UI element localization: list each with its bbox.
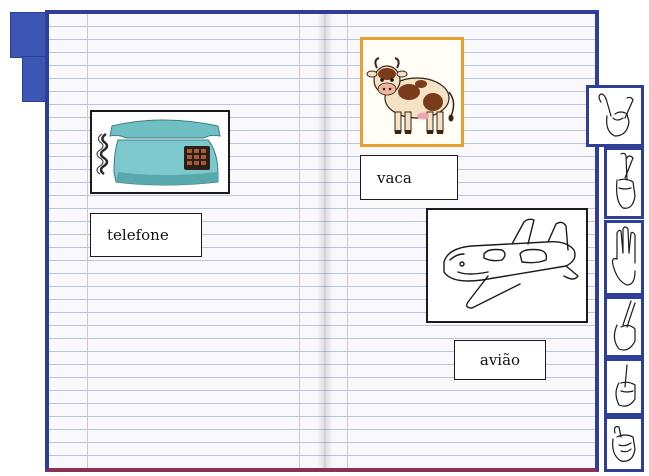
telephone-picture	[92, 112, 228, 192]
telephone-picture-card[interactable]	[90, 110, 230, 194]
cow-picture	[363, 40, 461, 144]
cow-label-card[interactable]	[360, 155, 458, 200]
cow-label: vaca	[377, 168, 412, 187]
airplane-picture	[428, 210, 586, 321]
sign-tab-5[interactable]	[604, 358, 644, 416]
cow-picture-card[interactable]	[360, 37, 464, 147]
telephone-label-card[interactable]	[90, 213, 202, 257]
airplane-label-card[interactable]	[454, 340, 546, 380]
corner-tab-top[interactable]	[10, 12, 50, 58]
airplane-label: avião	[479, 351, 521, 369]
hand-sign-crossed-fingers-icon	[607, 150, 641, 216]
left-page-inner-margin	[299, 14, 300, 468]
airplane-picture-card[interactable]	[426, 208, 588, 323]
notebook-spine	[317, 14, 333, 468]
sign-tab-1[interactable]	[586, 85, 644, 147]
hand-sign-fist-icon	[607, 419, 641, 469]
hand-sign-y-icon	[589, 88, 641, 144]
hand-sign-pointing-icon	[607, 299, 641, 355]
hand-sign-flat-palm-icon	[607, 223, 641, 293]
sign-tab-2[interactable]	[604, 147, 644, 219]
right-page-margin	[347, 14, 348, 468]
left-page-margin	[87, 14, 88, 468]
sign-tab-3[interactable]	[604, 220, 644, 296]
sign-tab-4[interactable]	[604, 296, 644, 358]
telephone-label: telefone	[107, 226, 169, 244]
hand-sign-thumb-icon	[607, 361, 641, 413]
sign-tab-6[interactable]	[604, 416, 644, 472]
